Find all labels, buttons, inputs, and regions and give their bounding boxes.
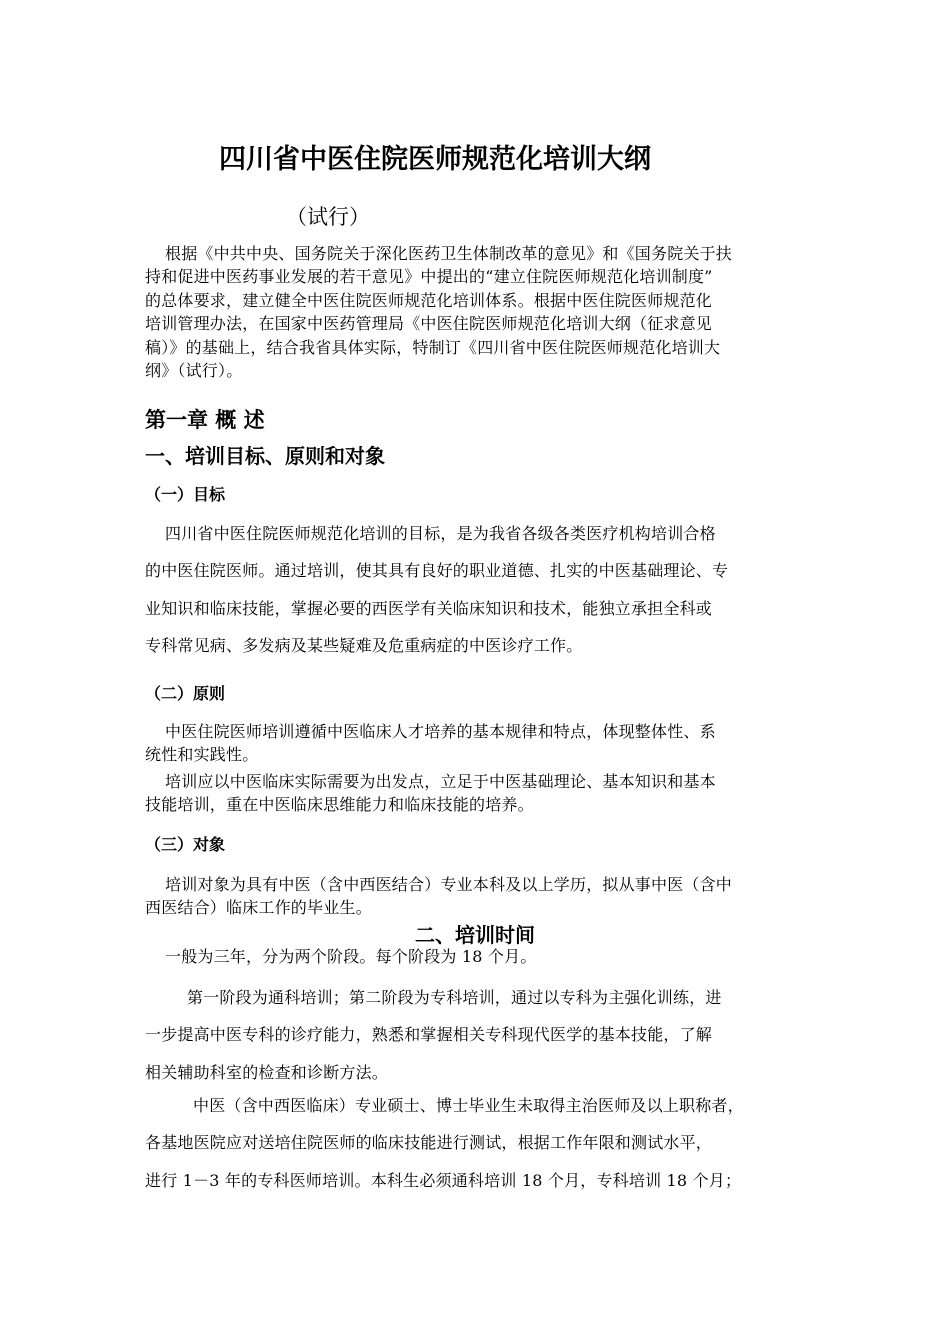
- intro-line: 的总体要求，建立健全中医住院医师规范化培训体系。根据中医住院医师规范化: [145, 290, 713, 310]
- intro-line: 纲》（试行）。: [145, 361, 243, 381]
- intro-line: 根据《中共中央、国务院关于深化医药卫生体制改革的意见》和《国务院关于扶: [165, 244, 733, 263]
- stage-line: 相关辅助科室的检查和诊断方法。: [145, 1062, 389, 1082]
- stage-line: 一步提高中医专科的诊疗能力，熟悉和掌握相关专科现代医学的基本技能，了解: [145, 1025, 713, 1045]
- target-line: 西医结合）临床工作的毕业生。: [145, 898, 372, 918]
- master-line: 各基地医院应对送培住院医师的临床技能进行测试，根据工作年限和测试水平，: [145, 1133, 713, 1153]
- stage-paragraph: [145, 979, 815, 1091]
- principle-line: 统性和实践性。: [145, 745, 259, 765]
- subsection-heading-goal: （一）目标: [145, 485, 226, 504]
- chapter-heading: 第一章 概 述: [145, 408, 265, 432]
- section-heading-objectives: 一、培训目标、原则和对象: [145, 444, 385, 468]
- section-heading-duration: 二、培训时间: [415, 923, 535, 947]
- principle-line: 培训应以中医临床实际需要为出发点，立足于中医基础理论、基本知识和基本: [165, 772, 716, 791]
- target-paragraph: [145, 873, 815, 920]
- principle-paragraph-b: [145, 770, 815, 817]
- goal-line: 业知识和临床技能，掌握必要的西医学有关临床知识和技术，能独立承担全科或: [145, 598, 713, 618]
- principle-line: 技能培训，重在中医临床思维能力和临床技能的培养。: [145, 795, 534, 815]
- intro-line: 持和促进中医药事业发展的若干意见》中提出的“建立住院医师规范化培训制度”: [145, 267, 713, 287]
- document-title: 四川省中医住院医师规范化培训大纲: [219, 144, 651, 175]
- principle-paragraph-a: [145, 720, 815, 767]
- principle-line: 中医住院医师培训遵循中医临床人才培养的基本规律和特点，体现整体性、系: [165, 722, 716, 741]
- master-paragraph: [145, 1087, 815, 1199]
- master-line: 中医（含中西医临床）专业硕士、博士毕业生未取得主治医师及以上职称者，: [193, 1096, 744, 1115]
- goal-line: 的中医住院医师。通过培训，使其具有良好的职业道德、扎实的中医基础理论、专: [145, 561, 729, 581]
- intro-paragraph: [145, 242, 815, 382]
- target-line: 培训对象为具有中医（含中西医结合）专业本科及以上学历，拟从事中医（含中: [165, 875, 733, 894]
- subsection-heading-target: （三）对象: [145, 835, 226, 854]
- master-line: 进行 1－3 年的专科医师培训。本科生必须通科培训 18 个月，专科培训 18 个月；: [145, 1170, 742, 1190]
- stage-line: 第一阶段为通科培训；第二阶段为专科培训，通过以专科为主强化训练，进: [187, 988, 722, 1007]
- duration-line: 一般为三年，分为两个阶段。每个阶段为 18 个月。: [165, 947, 537, 966]
- goal-line: 四川省中医住院医师规范化培训的目标，是为我省各级各类医疗机构培训合格: [165, 524, 716, 543]
- subsection-heading-principle: （二）原则: [145, 684, 226, 703]
- goal-line: 专科常见病、多发病及某些疑难及危重病症的中医诊疗工作。: [145, 636, 583, 656]
- intro-line: 稿）》的基础上，结合我省具体实际，特制订《四川省中医住院医师规范化培训大: [145, 337, 721, 357]
- intro-line: 培训管理办法，在国家中医药管理局《中医住院医师规范化培训大纲（征求意见: [145, 314, 713, 334]
- document-subtitle: （试行）: [286, 205, 370, 229]
- goal-paragraph: [145, 515, 815, 665]
